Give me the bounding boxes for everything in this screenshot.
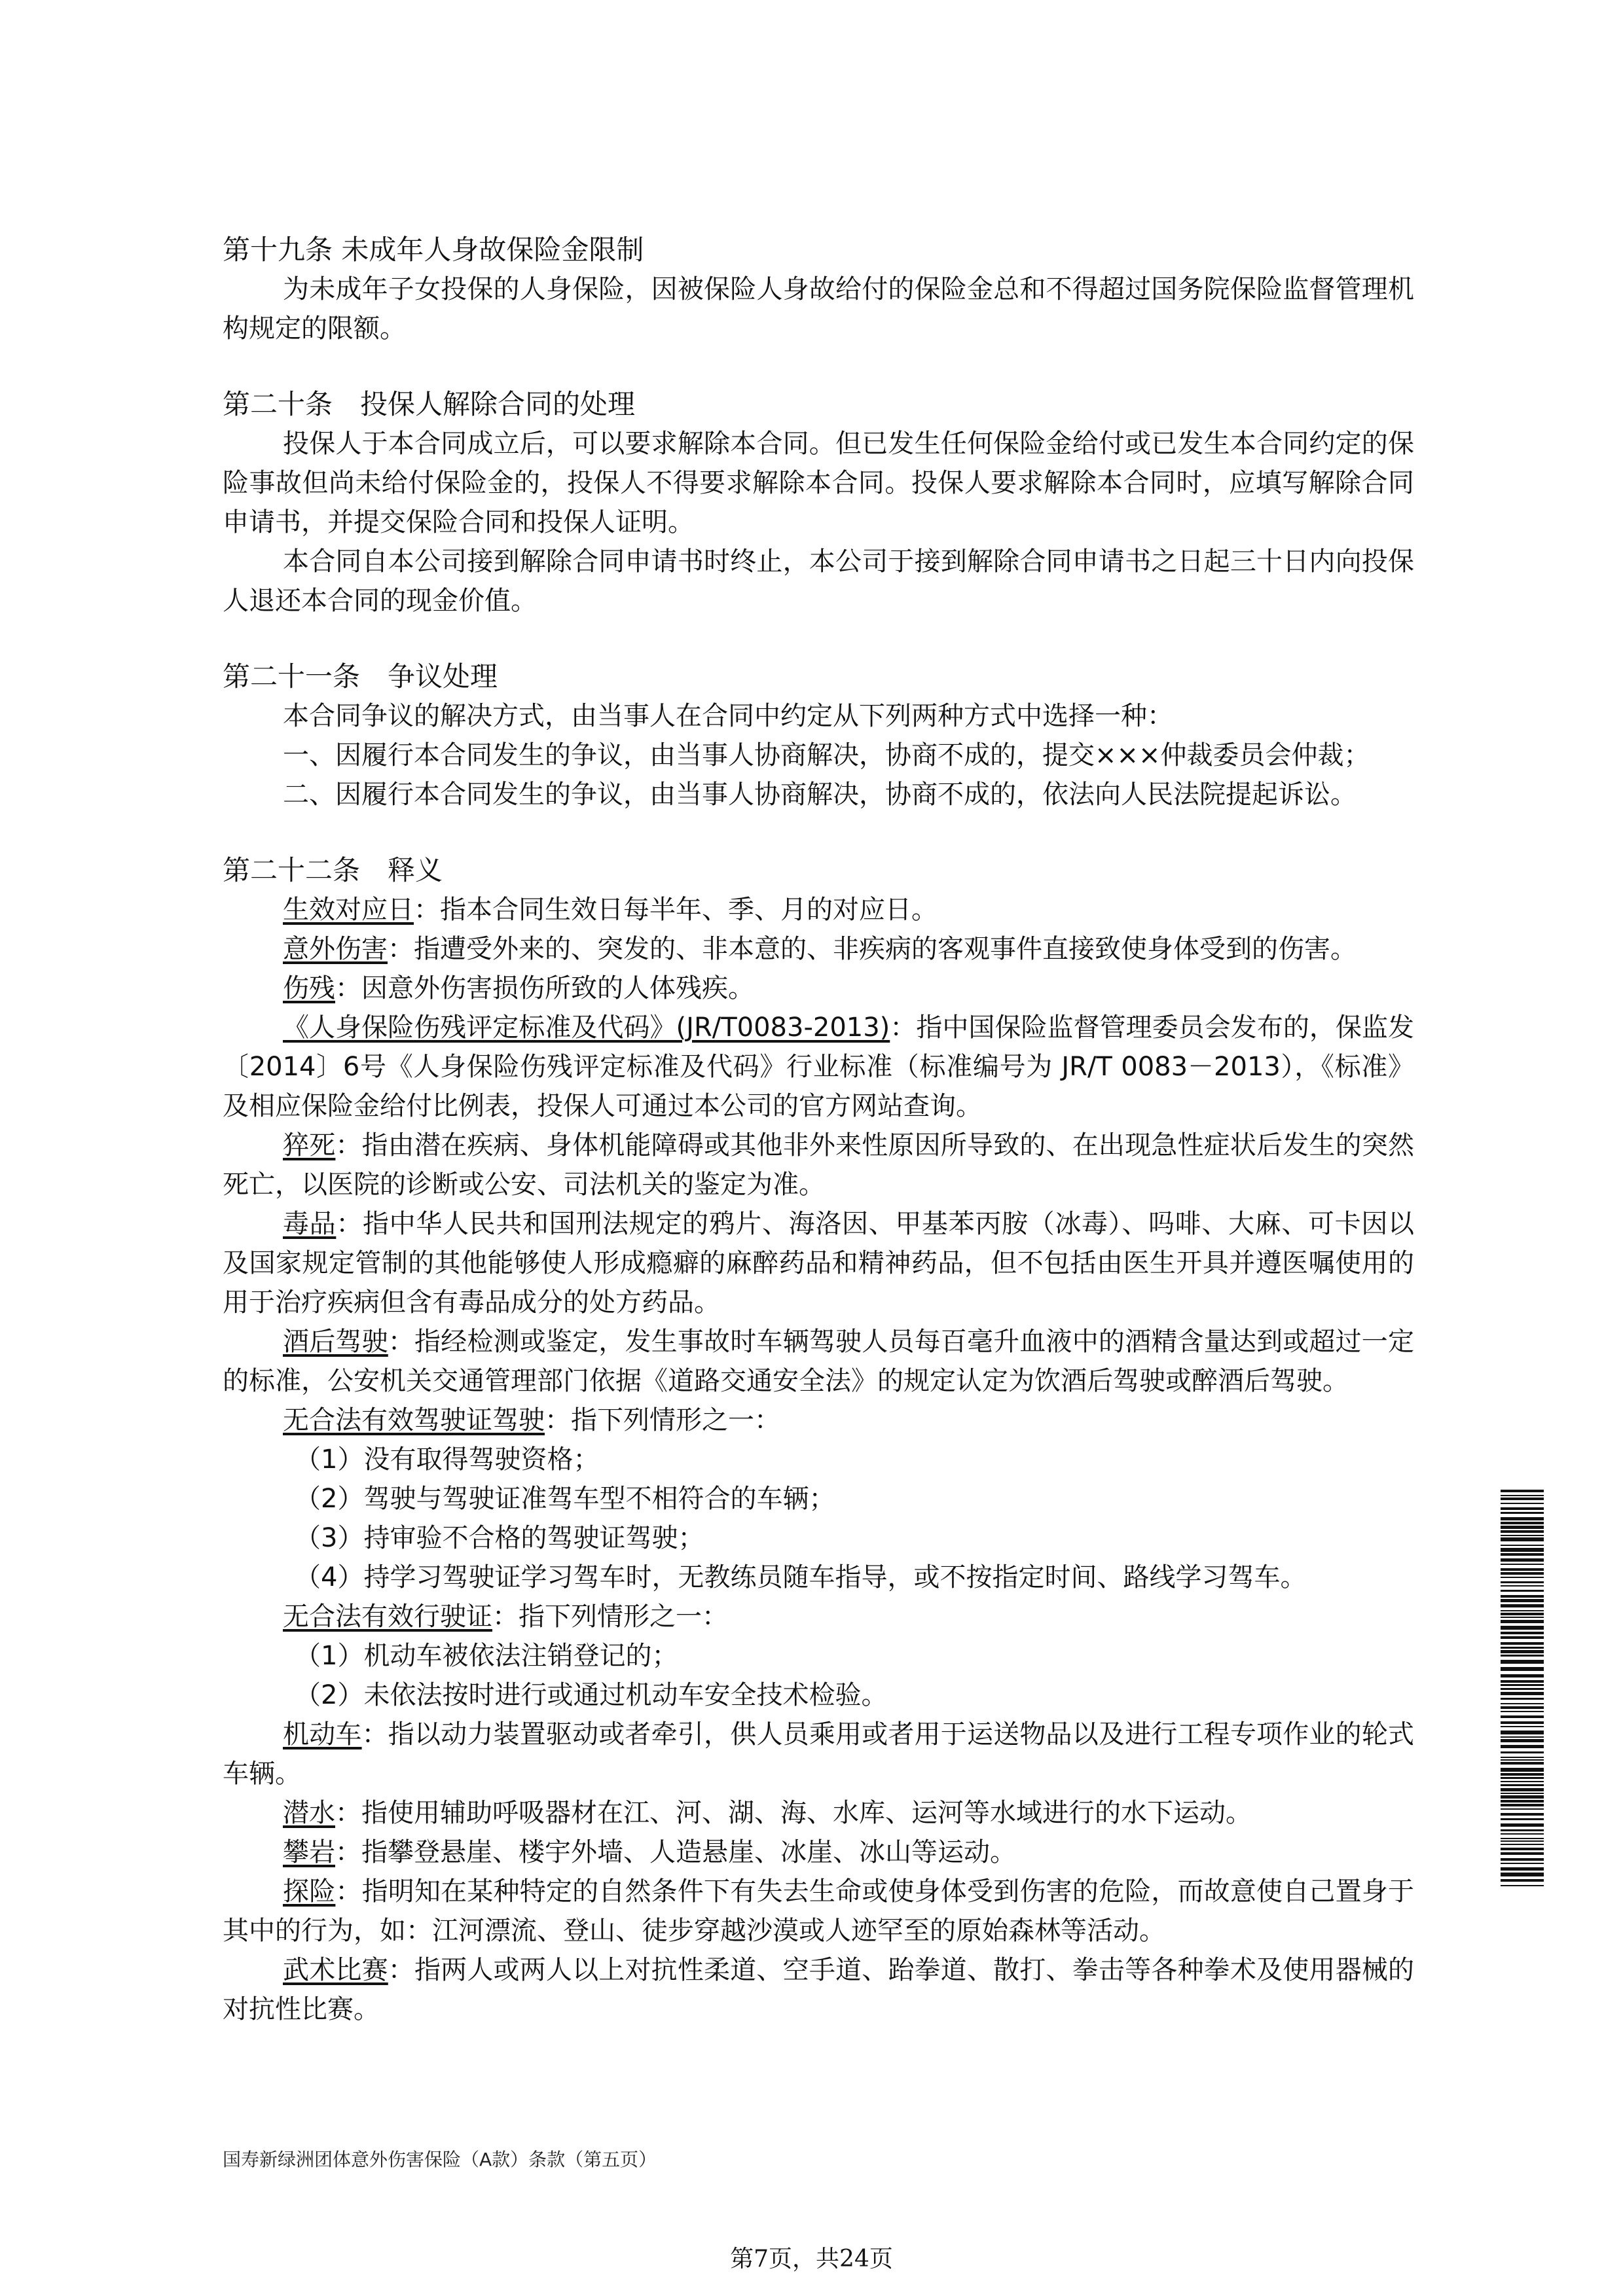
- definition-text: ：指本合同生效日每半年、季、月的对应日。: [414, 895, 938, 925]
- definition-text: ：指中华人民共和国刑法规定的鸦片、海洛因、甲基苯丙胺（冰毒）、吗啡、大麻、可卡因以及国家规定管制的其他能够使人形成瘾癖的麻醉药品和精神药品，但不包括由医生开具并遵医嘱使用的用于治疗疾病但含有毒品成分的处方药品。: [223, 1209, 1415, 1318]
- footer-document-title: 国寿新绿洲团体意外伤害保险（A款）条款（第五页）: [223, 2149, 657, 2170]
- article-heading: 第二十条 投保人解除合同的处理: [223, 388, 636, 420]
- definition-text: ：指中国保险监督管理委员会发布的，保监发〔2014〕6号《人身保险伤残评定标准及代码》行业标准（标准编号为 JR/T 0083－2013），《标准》及相应保险金给付比例表，投保人可通过本公司的官方网站查询。: [223, 1013, 1414, 1121]
- definition-term: 无合法有效驾驶证驾驶: [283, 1405, 545, 1435]
- article-20: [223, 385, 1414, 620]
- article-paragraph: 一、因履行本合同发生的争议，由当事人协商解决，协商不成的，提交×××仲裁委员会仲裁；: [283, 740, 1370, 770]
- definition-subitem: （2）驾驶与驾驶证准驾车型不相符合的车辆；: [295, 1484, 835, 1514]
- definition-text: ：指使用辅助呼吸器材在江、河、湖、海、水库、运河等水域进行的水下运动。: [335, 1798, 1252, 1828]
- definition-term: 意外伤害: [283, 934, 388, 964]
- article-heading: 第十九条 未成年人身故保险金限制: [223, 234, 644, 266]
- definition-item: [223, 1126, 1414, 1204]
- article-heading: 第二十二条 释义: [223, 854, 443, 886]
- definition-subitem: （1）没有取得驾驶资格；: [295, 1444, 600, 1475]
- definition-text: ：指下列情形之一：: [545, 1405, 780, 1435]
- definition-term: 探险: [283, 1876, 336, 1907]
- definition-item: [223, 1322, 1414, 1401]
- barcode-icon: [1501, 1490, 1544, 1886]
- definition-text: ：指两人或两人以上对抗性柔道、空手道、跆拳道、散打、拳击等各种拳术及使用器械的对抗性比赛。: [223, 1955, 1415, 2024]
- article-paragraph: 本合同自本公司接到解除合同申请书时终止，本公司于接到解除合同申请书之日起三十日内向投保人退还本合同的现金价值。: [223, 547, 1414, 616]
- definition-item: [223, 1793, 1414, 1833]
- definition-term: 猝死: [283, 1130, 336, 1160]
- article-paragraph: 二、因履行本合同发生的争议，由当事人协商解决，协商不成的，依法向人民法院提起诉讼。: [283, 780, 1357, 810]
- definition-item: [223, 929, 1414, 969]
- article-paragraph: 投保人于本合同成立后，可以要求解除本合同。但已发生任何保险金给付或已发生本合同约定的保险事故但尚未给付保险金的，投保人不得要求解除本合同。投保人要求解除本合同时，应填写解除合同申请书，并提交保险合同和投保人证明。: [223, 429, 1414, 537]
- definition-item: [223, 1872, 1414, 1950]
- definition-text: ：指以动力装置驱动或者牵引，供人员乘用或者用于运送物品以及进行工程专项作业的轮式车辆。: [223, 1719, 1415, 1789]
- definition-subitem: （4）持学习驾驶证学习驾车时，无教练员随车指导，或不按指定时间、路线学习驾车。: [295, 1562, 1307, 1592]
- article-22-definitions: [223, 851, 1414, 2029]
- definition-term: 伤残: [283, 973, 335, 1003]
- definition-item: [223, 1950, 1414, 2029]
- definition-subitem: （3）持审验不合格的驾驶证驾驶；: [295, 1523, 704, 1553]
- definition-item: [223, 1401, 1414, 1440]
- definition-item: [223, 1597, 1414, 1636]
- article-paragraph: 为未成年子女投保的人身保险，因被保险人身故给付的保险金总和不得超过国务院保险监督管理机构规定的限额。: [223, 274, 1414, 344]
- definition-text: ：指攀登悬崖、楼宇外墙、人造悬崖、冰崖、冰山等运动。: [335, 1837, 1016, 1867]
- definition-text: ：指明知在某种特定的自然条件下有失去生命或使身体受到伤害的危险，而故意使自己置身于其中的行为，如：江河漂流、登山、徒步穿越沙漠或人迹罕至的原始森林等活动。: [223, 1876, 1415, 1946]
- definition-text: ：指经检测或鉴定，发生事故时车辆驾驶人员每百毫升血液中的酒精含量达到或超过一定的标准，公安机关交通管理部门依据《道路交通安全法》的规定认定为饮酒后驾驶或醉酒后驾驶。: [223, 1327, 1415, 1396]
- article-21: [223, 657, 1414, 814]
- definition-item: [223, 969, 1414, 1008]
- article-paragraph: 本合同争议的解决方式，由当事人在合同中约定从下列两种方式中选择一种：: [283, 701, 1173, 731]
- definition-term: 潜水: [283, 1798, 335, 1828]
- definition-term: 酒后驾驶: [283, 1327, 388, 1357]
- definition-item: [223, 890, 1414, 929]
- article-19: [223, 230, 1414, 348]
- definition-term: 攀岩: [283, 1837, 335, 1867]
- definition-text: ：指由潜在疾病、身体机能障碍或其他非外来性原因所导致的、在出现急性症状后发生的突然死亡，以医院的诊断或公安、司法机关的鉴定为准。: [223, 1130, 1415, 1200]
- definition-term: 毒品: [283, 1209, 337, 1239]
- definition-item: [223, 1833, 1414, 1872]
- definition-term: 无合法有效行驶证: [283, 1602, 492, 1632]
- definition-subitem: （1）机动车被依法注销登记的；: [295, 1641, 678, 1671]
- definition-subitem: （2）未依法按时进行或通过机动车安全技术检验。: [295, 1680, 888, 1710]
- article-heading: 第二十一条 争议处理: [223, 660, 498, 692]
- definition-term: 《人身保险伤残评定标准及代码》(JR/T0083-2013): [283, 1013, 890, 1043]
- definition-term: 武术比赛: [283, 1955, 388, 1985]
- definition-term: 机动车: [283, 1719, 362, 1749]
- definition-text: ：因意外伤害损伤所致的人体残疾。: [335, 973, 754, 1003]
- definition-item: [223, 1715, 1414, 1793]
- definition-item: [223, 1204, 1414, 1322]
- page-number: 第7页，共24页: [730, 2246, 893, 2272]
- definition-text: ：指遭受外来的、突发的、非本意的、非疾病的客观事件直接致使身体受到的伤害。: [388, 934, 1357, 964]
- document-body: [223, 230, 1414, 2066]
- definition-item: [223, 1008, 1414, 1126]
- definition-term: 生效对应日: [283, 895, 414, 925]
- definition-text: ：指下列情形之一：: [492, 1602, 728, 1632]
